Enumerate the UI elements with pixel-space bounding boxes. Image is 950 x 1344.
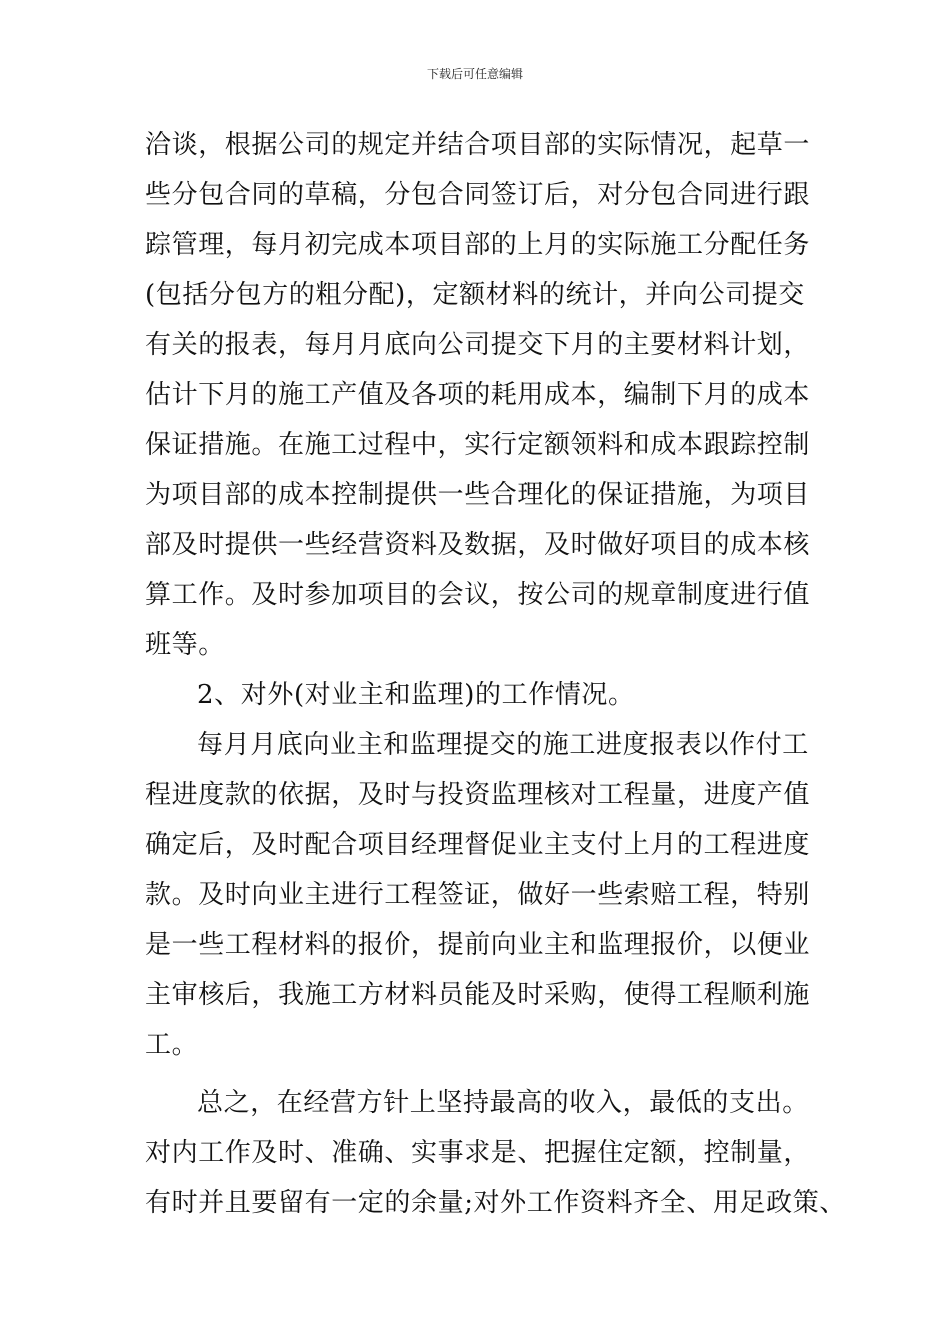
paragraph-start-line: 总之，在经营方针上坚持最高的收入，最低的支出。 xyxy=(197,1088,809,1118)
text-line: 有时并且要留有一定的余量;对外工作资料齐全、用足政策、 xyxy=(145,1188,846,1218)
text-line: 踪管理，每月初完成本项目部的上月的实际施工分配任务 xyxy=(145,230,811,260)
text-line: 为项目部的成本控制提供一些合理化的保证措施，为项目 xyxy=(145,480,811,510)
text-line: 确定后，及时配合项目经理督促业主支付上月的工程进度 xyxy=(145,830,811,860)
text-line: 有关的报表，每月月底向公司提交下月的主要材料计划， xyxy=(145,330,811,360)
text-line: 主审核后，我施工方材料员能及时采购，使得工程顺利施 xyxy=(145,980,811,1010)
text-line: 些分包合同的草稿，分包合同签订后，对分包合同进行跟 xyxy=(145,180,811,210)
section-heading: 2、对外(对业主和监理)的工作情况。 xyxy=(197,680,635,710)
text-line: 是一些工程材料的报价，提前向业主和监理报价，以便业 xyxy=(145,930,811,960)
text-line: 保证措施。在施工过程中，实行定额领料和成本跟踪控制 xyxy=(145,430,811,460)
text-line: (包括分包方的粗分配)，定额材料的统计，并向公司提交 xyxy=(145,280,805,310)
text-line: 款。及时向业主进行工程签证，做好一些索赔工程，特别 xyxy=(145,880,811,910)
text-line: 部及时提供一些经营资料及数据，及时做好项目的成本核 xyxy=(145,530,811,560)
page-header: 下载后可任意编辑 xyxy=(426,67,523,81)
text-line: 班等。 xyxy=(145,630,225,660)
paragraph-start-line: 每月月底向业主和监理提交的施工进度报表以作付工 xyxy=(197,730,809,760)
document-body xyxy=(145,120,846,1228)
text-line: 程进度款的依据，及时与投资监理核对工程量，进度产值 xyxy=(145,780,811,810)
text-line: 估计下月的施工产值及各项的耗用成本，编制下月的成本 xyxy=(145,380,811,410)
text-line: 工。 xyxy=(145,1030,199,1060)
text-line: 洽谈，根据公司的规定并结合项目部的实际情况，起草一 xyxy=(145,130,811,160)
text-line: 对内工作及时、准确、实事求是、把握住定额，控制量， xyxy=(145,1138,811,1168)
text-line: 算工作。及时参加项目的会议，按公司的规章制度进行值 xyxy=(145,580,811,610)
